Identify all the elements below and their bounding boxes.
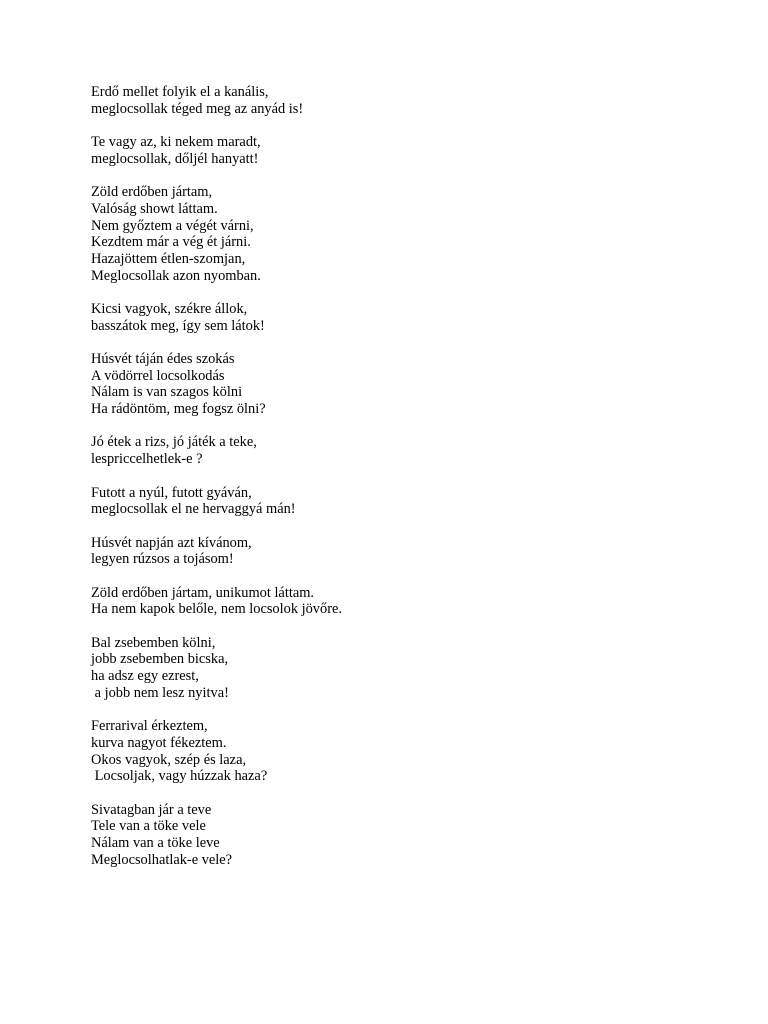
poem-line: meglocsollak, dőljél hanyatt! [91, 150, 259, 167]
poem-line: Tele van a töke vele [91, 818, 206, 835]
poem-line: A vödörrel locsolkodás [91, 367, 225, 384]
poem-line: Húsvét táján édes szokás [91, 351, 235, 367]
poem-line: Hazajöttem étlen-szomjan, [91, 250, 246, 267]
stanza [91, 434, 691, 467]
poem-line: Te vagy az, ki nekem maradt, [91, 134, 261, 151]
poem-line: Nem győztem a végét várni, [91, 217, 254, 234]
stanza [91, 301, 691, 334]
poem-line: Meglocsollak azon nyomban. [91, 267, 261, 284]
poem-line: Sivatagban jár a teve [91, 801, 212, 818]
poem-line: meglocsollak el ne hervaggyá mán! [91, 501, 296, 518]
poem-line: a jobb nem lesz nyitva! [91, 684, 229, 701]
stanza [91, 802, 691, 869]
poem-line: Húsvét napján azt kívánom, [91, 534, 252, 551]
poem-line: Zöld erdőben jártam, [91, 184, 213, 201]
poem-line: Jó étek a rizs, jó játék a teke, [91, 434, 257, 451]
poem-line: Okos vagyok, szép és laza, [91, 751, 247, 768]
poem-line: Ferrarival érkeztem, [91, 718, 208, 735]
poem-line: Locsoljak, vagy húzzak haza? [91, 768, 268, 785]
poem-line: Kezdtem már a vég ét járni. [91, 234, 251, 251]
poem-line: ha adsz egy ezrest, [91, 668, 199, 685]
poem-line: Meglocsolhatlak-e vele? [91, 851, 233, 868]
poem-line: Zöld erdőben jártam, unikumot láttam. [91, 584, 314, 601]
poem-line: Ha nem kapok belőle, nem locsolok jövőre. [91, 601, 342, 618]
poem-line: jobb zsebemben bicska, [91, 651, 229, 668]
stanza [91, 134, 691, 167]
poem-line: Erdő mellet folyik el a kanális, [91, 84, 269, 100]
stanza [91, 84, 691, 117]
poem-line: meglocsollak téged meg az anyád is! [91, 100, 304, 117]
poem-line: Bal zsebemben kölni, [91, 634, 216, 651]
poem-line: kurva nagyot fékeztem. [91, 734, 227, 751]
poem-line: lespriccelhetlek-e ? [91, 451, 203, 468]
poem-text [91, 84, 691, 885]
stanza [91, 635, 691, 702]
poem-line: basszátok meg, így sem látok! [91, 317, 265, 334]
stanza [91, 351, 691, 418]
poem-line: Ha rádöntöm, meg fogsz ölni? [91, 401, 266, 418]
stanza [91, 184, 691, 284]
poem-line: Kicsi vagyok, székre állok, [91, 300, 248, 317]
stanza [91, 585, 691, 618]
stanza [91, 718, 691, 785]
stanza [91, 535, 691, 568]
poem-line: Futott a nyúl, futott gyáván, [91, 484, 252, 501]
poem-line: Nálam is van szagos kölni [91, 384, 243, 401]
stanza [91, 485, 691, 518]
poem-line: legyen rúzsos a tojásom! [91, 551, 234, 568]
poem-line: Valóság showt láttam. [91, 200, 218, 217]
poem-line: Nálam van a töke leve [91, 834, 220, 851]
